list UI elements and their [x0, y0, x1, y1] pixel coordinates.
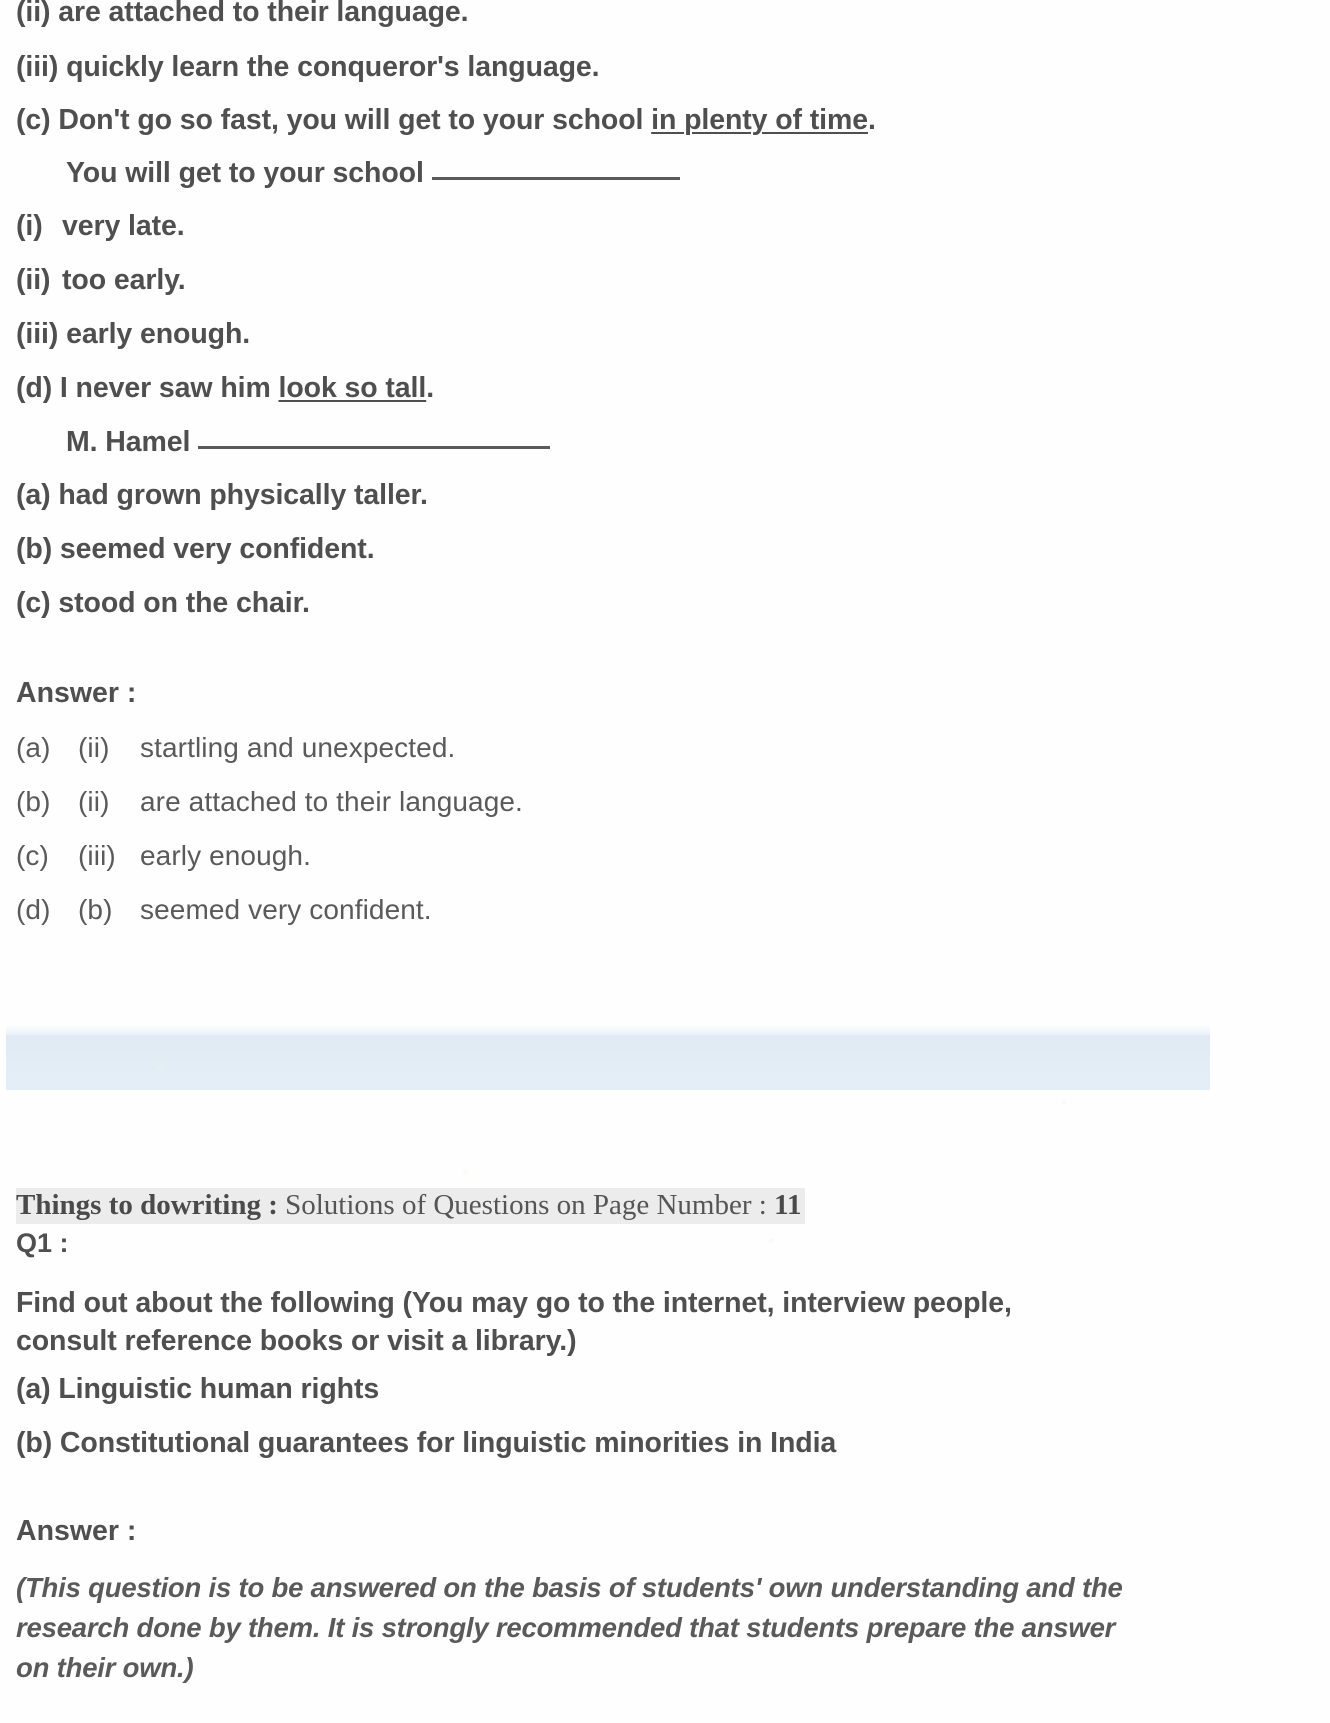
answer-row-c-key: (c): [16, 840, 49, 871]
question-c-option-ii-label: (ii): [16, 264, 51, 296]
question-d-text-after: .: [426, 372, 435, 404]
things-to-do-question: [16, 1284, 1012, 1360]
things-to-do-item-a: [16, 1370, 379, 1408]
fill-in-blank-d: [198, 446, 550, 449]
option-iii-label: (iii): [16, 51, 59, 83]
answer-row-b-key: (b): [16, 786, 51, 817]
answer-row-d-choice: (b): [78, 894, 113, 925]
option-ii-text: are attached to their language.: [58, 0, 469, 28]
question-c-label: (c): [16, 104, 51, 136]
option-iii-text: quickly learn the conqueror's language.: [66, 51, 600, 83]
answer-row-c: [16, 840, 311, 872]
answer-row-b-text: are attached to their language.: [140, 786, 523, 817]
question-c-underlined-phrase: in plenty of time: [651, 104, 868, 136]
things-to-do-item-b-label: (b): [16, 1427, 53, 1459]
answer-row-a-key: (a): [16, 732, 51, 763]
question-d-option-b: [16, 535, 375, 564]
things-to-do-heading-page: 11: [774, 1189, 802, 1221]
option-iii-line: [16, 53, 600, 82]
option-ii-line: [16, 0, 469, 27]
question-c-text-before: Don't go so fast, you will get to your school: [58, 104, 652, 136]
question-c-option-ii: [16, 266, 186, 295]
question-d-underlined-phrase: look so tall: [278, 372, 427, 404]
question-c-option-i-text: very late.: [62, 210, 185, 242]
question-d-label: (d): [16, 372, 53, 404]
answer-row-c-text: early enough.: [140, 840, 311, 871]
question-c-option-iii: [16, 320, 250, 349]
question-d-stem-text: M. Hamel: [66, 426, 191, 458]
question-c-text-after: .: [867, 104, 876, 136]
answer-heading-bottom: Answer :: [16, 1515, 137, 1547]
section-divider-band: [6, 1035, 1210, 1090]
question-number-label: Q1 :: [16, 1228, 69, 1258]
answer-row-c-choice: (iii): [78, 840, 116, 871]
question-d-text-before: I never saw him: [59, 372, 279, 404]
question-d-option-b-text: seemed very confident.: [59, 533, 375, 565]
things-to-do-question-line-2: consult reference books or visit a library.): [16, 1325, 577, 1357]
question-c-stem-text: You will get to your school: [66, 157, 424, 189]
question-d-stem: [66, 428, 550, 457]
things-to-do-answer-line-1: (This question is to be answered on the basis of students' own understanding and the: [16, 1572, 1123, 1603]
answer-row-a-choice: (ii): [78, 732, 110, 763]
answer-row-d-key: (d): [16, 894, 51, 925]
question-d-option-c-text: stood on the chair.: [58, 587, 310, 619]
things-to-do-item-b-text: Constitutional guarantees for linguistic minorities in India: [59, 1427, 837, 1459]
question-c-option-iii-text: early enough.: [66, 318, 251, 350]
option-ii-label: (ii): [16, 0, 51, 28]
answer-row-a-text: startling and unexpected.: [140, 732, 456, 763]
question-d-line: [16, 374, 434, 403]
things-to-do-answer-line-3: on their own.): [16, 1652, 194, 1683]
things-to-do-item-a-text: Linguistic human rights: [58, 1373, 380, 1405]
things-to-do-heading: [16, 1188, 805, 1224]
answer-row-b-choice: (ii): [78, 786, 110, 817]
answer-row-b: [16, 786, 523, 818]
things-to-do-answer-text: [16, 1568, 1206, 1688]
answer-row-a: [16, 732, 455, 764]
question-c-stem: [66, 159, 680, 188]
question-d-option-c: [16, 589, 310, 618]
things-to-do-heading-rest: Solutions of Questions on Page Number :: [277, 1189, 775, 1221]
answer-row-d-text: seemed very confident.: [140, 894, 432, 925]
question-d-option-b-label: (b): [16, 533, 53, 565]
answer-heading-top: Answer :: [16, 677, 137, 709]
question-c-line: [16, 106, 876, 135]
question-c-option-iii-label: (iii): [16, 318, 59, 350]
question-d-option-a-text: had grown physically taller.: [58, 479, 428, 511]
fill-in-blank-c: [432, 177, 680, 180]
question-c-option-i: [16, 212, 185, 241]
things-to-do-answer-line-2: research done by them. It is strongly recommended that students prepare the answer: [16, 1612, 1116, 1643]
question-c-option-i-label: (i): [16, 210, 43, 242]
question-c-option-ii-text: too early.: [62, 264, 186, 296]
question-d-option-a: [16, 481, 428, 510]
answer-row-d: [16, 894, 432, 926]
things-to-do-item-a-label: (a): [16, 1373, 51, 1405]
things-to-do-question-line-1: Find out about the following (You may go to the internet, interview people,: [16, 1287, 1012, 1319]
question-d-option-c-label: (c): [16, 587, 51, 619]
things-to-do-heading-bold: Things to dowriting :: [16, 1189, 278, 1221]
question-d-option-a-label: (a): [16, 479, 51, 511]
things-to-do-item-b: [16, 1424, 836, 1462]
